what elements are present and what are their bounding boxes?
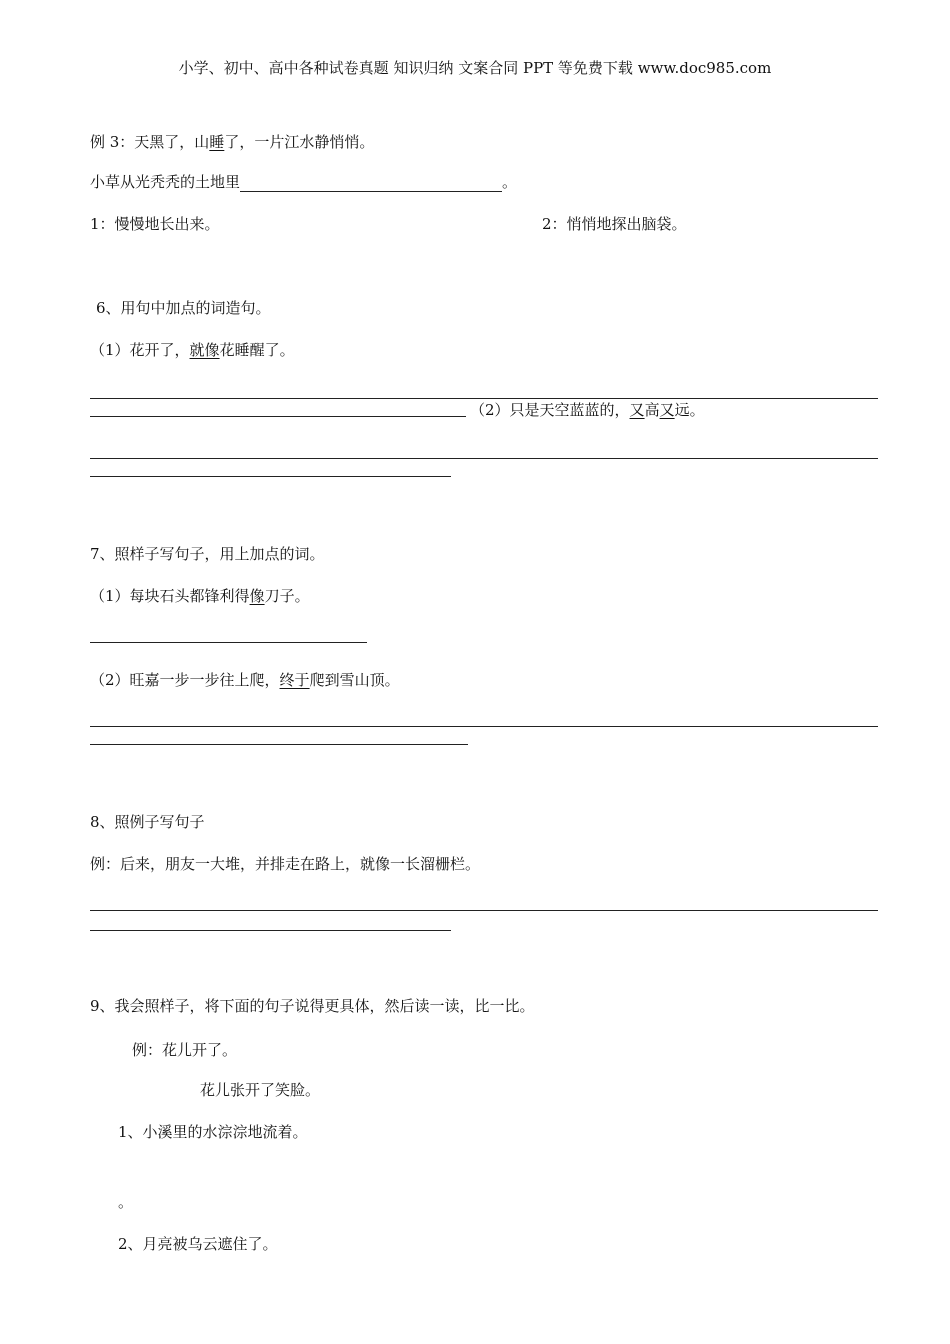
q6-s2-mid: 高 xyxy=(644,401,660,419)
question-6-title: 6、用句中加点的词造句。 xyxy=(96,299,271,317)
q7-s2-post: 爬到雪山顶。 xyxy=(309,671,400,689)
q6-s2-underlined-word-1: 又 xyxy=(629,401,645,419)
q7-s1-post: 刀子。 xyxy=(264,587,310,605)
example-3-underlined-word: 睡 xyxy=(209,133,225,151)
q6-s2-pre: （2）只是天空蓝蓝的， xyxy=(470,401,630,419)
question-9-item-1-answer-dot: 。 xyxy=(118,1193,134,1211)
question-7-sentence-2 xyxy=(90,670,400,690)
q7-s2-pre: （2）旺嘉一步一步往上爬， xyxy=(90,671,280,689)
question-9-item-1: 1、小溪里的水淙淙地流着。 xyxy=(118,1123,308,1141)
question-9-example-1: 例：花儿开了。 xyxy=(132,1041,238,1059)
example-3-answer-blank[interactable] xyxy=(240,175,502,192)
example-3-option-1: 1：慢慢地长出来。 xyxy=(90,215,220,233)
q7-s1-underlined-word: 像 xyxy=(249,587,265,605)
q6-s2-post: 远。 xyxy=(674,401,705,419)
q7-s1-pre: （1）每块石头都锋利得 xyxy=(90,587,250,605)
example-3-sentence xyxy=(90,132,374,152)
example-3-label: 例 3：天黑了，山 xyxy=(90,133,210,151)
question-6-answer-line-4[interactable] xyxy=(90,476,451,477)
question-8-answer-line-1[interactable] xyxy=(90,910,878,911)
question-8-example: 例：后来，朋友一大堆，并排走在路上，就像一长溜栅栏。 xyxy=(90,855,481,873)
question-9-example-2: 花儿张开了笑脸。 xyxy=(200,1081,321,1099)
question-6-answer-line-3[interactable] xyxy=(90,458,878,459)
q6-s1-underlined-word: 就像 xyxy=(189,341,220,359)
example-3-prompt xyxy=(90,172,517,192)
question-7-title: 7、照样子写句子，用上加点的词。 xyxy=(90,545,325,563)
question-7-answer-line-3[interactable] xyxy=(90,744,468,745)
question-9-item-2: 2、月亮被乌云遮住了。 xyxy=(118,1235,278,1253)
q6-s1-pre: （1）花开了， xyxy=(90,341,190,359)
question-6-sentence-2 xyxy=(470,400,705,420)
question-7-answer-line-1[interactable] xyxy=(90,642,367,643)
question-6-answer-line-2[interactable] xyxy=(90,416,466,417)
example-3-prompt-end: 。 xyxy=(502,173,518,191)
question-6-sentence-1 xyxy=(90,340,295,360)
question-9-title: 9、我会照样子，将下面的句子说得更具体，然后读一读，比一比。 xyxy=(90,997,535,1015)
q7-s2-underlined-word: 终于 xyxy=(279,671,310,689)
example-3-rest: 了，一片江水静悄悄。 xyxy=(224,133,375,151)
question-6-answer-line-1[interactable] xyxy=(90,398,878,399)
example-3-option-2: 2：悄悄地探出脑袋。 xyxy=(542,215,687,233)
question-7-sentence-1 xyxy=(90,586,310,606)
question-7-answer-line-2[interactable] xyxy=(90,726,878,727)
question-8-title: 8、照例子写句子 xyxy=(90,813,205,831)
example-3-prompt-text: 小草从光秃秃的土地里 xyxy=(90,173,241,191)
page-header: 小学、初中、高中各种试卷真题 知识归纳 文案合同 PPT 等免费下载 www.doc985.com xyxy=(178,59,772,77)
question-8-answer-line-2[interactable] xyxy=(90,930,451,931)
q6-s2-underlined-word-2: 又 xyxy=(659,401,675,419)
q6-s1-post: 花睡醒了。 xyxy=(219,341,295,359)
